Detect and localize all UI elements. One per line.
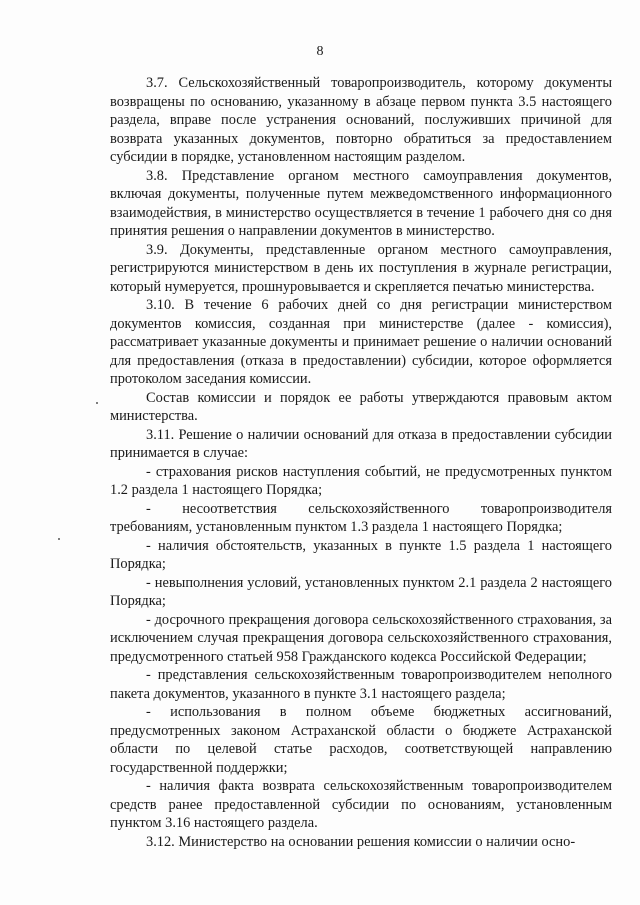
list-item: - страхования рисков наступления событий, не предусмотренных пунктом 1.2 раздела 1 настоящего Порядка; bbox=[110, 463, 612, 498]
scan-speck bbox=[58, 538, 60, 540]
document-body bbox=[110, 74, 612, 851]
list-item: - наличия обстоятельств, указанных в пункте 1.5 раздела 1 настоящего Порядка; bbox=[110, 537, 612, 572]
paragraph-commission: Состав комиссии и порядок ее работы утверждаются правовым актом министерства. bbox=[110, 389, 612, 424]
page-number: 8 bbox=[316, 44, 324, 59]
list-item: - использования в полном объеме бюджетных ассигнований, предусмотренных законом Астраханской области о бюджете Астраханской области по целевой статье расходов, соответствующей направлению государственной поддержки; bbox=[110, 704, 612, 776]
list-item: - досрочного прекращения договора сельскохозяйственного страхования, за исключением случая прекращения договора сельскохозяйственного страхования, предусмотренного статьей 958 Гражданского кодекса Российской Федерации; bbox=[110, 611, 612, 665]
paragraph-3-10: 3.10. В течение 6 рабочих дней со дня регистрации министерством документов комиссия, созданная при министерстве (далее - комиссия), рассматривает указанные документы и принимает решение о наличии оснований для предоставления (отказа в предоставлении) субсидии, которое оформляется протоколом заседания комиссии. bbox=[110, 297, 612, 387]
scan-speck bbox=[96, 402, 98, 404]
list-item: - несоответствия сельскохозяйственного товаропроизводителя требованиям, установленным пунктом 1.3 раздела 1 настоящего Порядка; bbox=[110, 500, 612, 535]
paragraph-3-12: 3.12. Министерство на основании решения комиссии о наличии осно- bbox=[146, 833, 576, 850]
paragraph-3-7: 3.7. Сельскохозяйственный товаропроизводитель, которому документы возвращены по основанию, указанному в абзаце первом пункта 3.5 настоящего раздела, вправе после устранения оснований, послуживших причиной для возврата указанных документов, повторно обратиться за предоставлением субсидии в порядке, установленном настоящим разделом. bbox=[110, 75, 612, 165]
list-item: - невыполнения условий, установленных пунктом 2.1 раздела 2 настоящего Порядка; bbox=[110, 574, 612, 609]
paragraph-3-9: 3.9. Документы, представленные органом местного самоуправления, регистрируются министерством в день их поступления в журнале регистрации, который нумеруется, прошнуровывается и скрепляется печатью министерства. bbox=[110, 241, 612, 295]
paragraph-3-11: 3.11. Решение о наличии оснований для отказа в предоставлении субсидии принимается в случае: bbox=[110, 426, 612, 461]
paragraph-3-8: 3.8. Представление органом местного самоуправления документов, включая документы, полученные путем межведомственного информационного взаимодействия, в министерство осуществляется в течение 1 рабочего дня со дня принятия решения о направлении документов в министерство. bbox=[110, 167, 612, 239]
list-item: - представления сельскохозяйственным товаропроизводителем неполного пакета документов, указанного в пункте 3.1 настоящего раздела; bbox=[110, 667, 612, 702]
list-item: - наличия факта возврата сельскохозяйственным товаропроизводителем средств ранее предоставленной субсидии по основаниям, установленным пунктом 3.16 настоящего раздела. bbox=[110, 778, 612, 831]
